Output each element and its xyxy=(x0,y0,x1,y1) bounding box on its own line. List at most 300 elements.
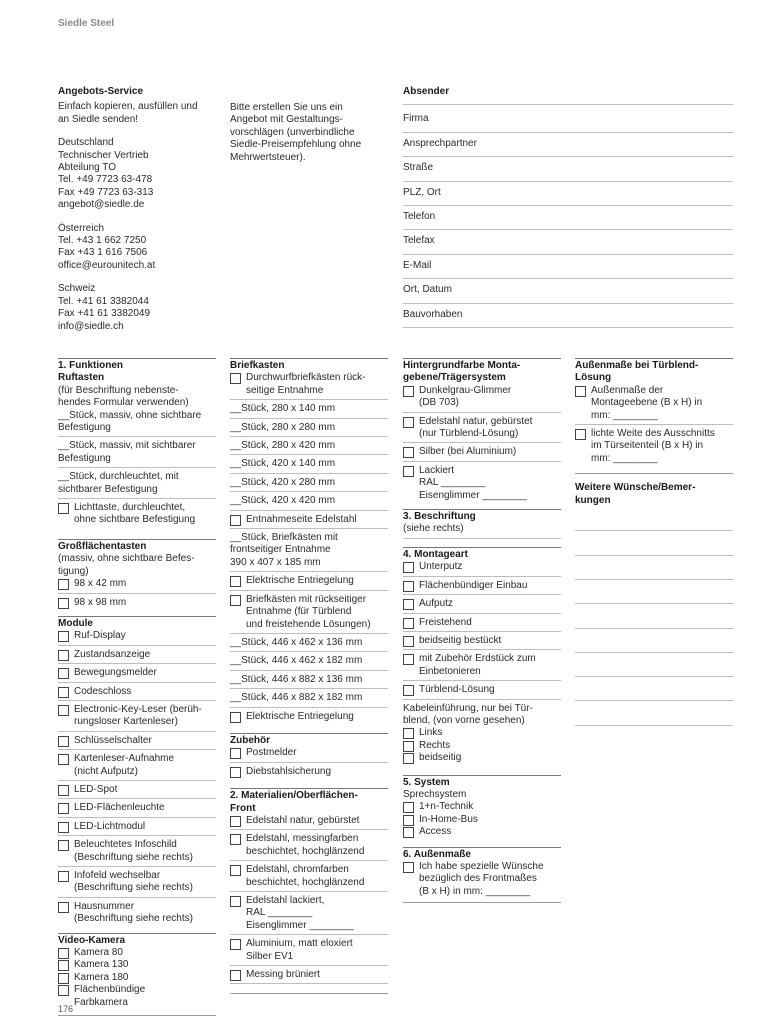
checkbox[interactable] xyxy=(230,816,241,827)
montageart-title: 4. Montageart xyxy=(403,548,469,560)
material-option-label xyxy=(246,864,388,889)
checkbox-label-line: Access xyxy=(419,826,452,838)
checkbox-label-line: (Beschriftung siehe rechts) xyxy=(74,882,193,894)
notes-line[interactable] xyxy=(575,580,733,604)
material-option-label xyxy=(246,938,388,963)
absender-field[interactable] xyxy=(403,182,733,206)
hintergrund-option-label xyxy=(419,416,561,441)
checkbox[interactable] xyxy=(403,447,414,458)
notes-line[interactable] xyxy=(575,604,733,628)
checkbox[interactable] xyxy=(58,902,69,913)
hintergrund-title-line: Hintergrundfarbe Monta- xyxy=(403,360,521,371)
checkbox[interactable] xyxy=(58,960,69,971)
zubehoer-option[interactable] xyxy=(230,747,388,762)
checkbox-label-line: beschichtet, hochglänzend xyxy=(246,876,365,888)
montage-option-label xyxy=(419,598,561,610)
checkbox[interactable] xyxy=(403,599,414,610)
checkbox[interactable] xyxy=(58,973,69,984)
rueckseitig-option-label xyxy=(246,594,388,631)
checkbox[interactable] xyxy=(58,822,69,833)
absender-field[interactable] xyxy=(403,157,733,181)
checkbox[interactable] xyxy=(58,840,69,851)
briefkasten-size-line: __Stück, 280 x 420 mm xyxy=(230,440,336,452)
column-2 xyxy=(230,358,388,994)
column-1 xyxy=(58,358,216,1016)
checkbox-label-line: Briefkästen mit rückseitiger xyxy=(246,593,367,605)
absender-field-label: PLZ, Ort xyxy=(403,186,441,198)
checkbox-label-line: Messing brüniert xyxy=(246,969,320,981)
notes-line[interactable] xyxy=(575,531,733,555)
checkbox-label-line: (Beschriftung siehe rechts) xyxy=(74,913,193,925)
montage-option[interactable] xyxy=(403,561,561,576)
absender-field[interactable] xyxy=(403,206,733,230)
request-line: Bitte erstellen Sie uns ein xyxy=(230,102,343,113)
module-option[interactable] xyxy=(58,735,216,750)
system-option-label xyxy=(419,814,561,826)
briefkasten-size-line: __Stück, 280 x 140 mm xyxy=(230,403,336,415)
checkbox[interactable] xyxy=(58,668,69,679)
checkbox-label-line: beschichtet, hochglänzend xyxy=(246,845,365,857)
checkbox[interactable] xyxy=(230,767,241,778)
entriegelung-option-label xyxy=(246,711,388,723)
absender-field-label: E-Mail xyxy=(403,259,432,271)
tuerblend-title-line: Außenmaße bei Türblend- xyxy=(575,360,699,371)
checkbox-label-line: Edelstahl natur, gebürstet xyxy=(419,415,533,427)
grossflaechen-option-label xyxy=(74,597,216,609)
kamera-option-label xyxy=(74,972,216,984)
kamera-option[interactable] xyxy=(58,947,216,959)
briefkasten-size-line: __Stück, 280 x 280 mm xyxy=(230,421,336,433)
module-option[interactable] xyxy=(58,901,216,926)
hintergrund-option[interactable] xyxy=(403,416,561,444)
module-option[interactable] xyxy=(58,704,216,732)
checkbox-label-line: Codeschloss xyxy=(74,685,132,697)
kabel-option-label xyxy=(419,752,561,764)
module-option-label xyxy=(74,802,216,814)
montage-option[interactable] xyxy=(403,635,561,650)
absender-field-label: Firma xyxy=(403,113,429,125)
checkbox-label-line: Durchwurfbriefkästen rück- xyxy=(246,372,366,384)
montage-option[interactable] xyxy=(403,684,561,699)
montage-option-label xyxy=(419,653,561,678)
contact-line: Tel. +43 1 662 7250 xyxy=(58,235,147,247)
checkbox[interactable] xyxy=(403,581,414,592)
checkbox-label-line: Lackiert xyxy=(419,464,455,476)
checkbox[interactable] xyxy=(58,687,69,698)
checkbox[interactable] xyxy=(58,579,69,590)
module-option-label xyxy=(74,630,216,642)
module-option[interactable] xyxy=(58,686,216,701)
contact-germany xyxy=(58,137,223,211)
contact-line: info@siedle.ch xyxy=(58,320,124,332)
tuerblend-title-line: Lösung xyxy=(575,372,612,384)
durchwurf-option[interactable] xyxy=(230,372,388,400)
checkbox[interactable] xyxy=(230,865,241,876)
module-option[interactable] xyxy=(58,753,216,781)
checkbox-label-line: (nicht Aufputz) xyxy=(74,765,138,777)
module-option[interactable] xyxy=(58,839,216,867)
contact-line: Abteilung TO xyxy=(58,162,117,174)
kabel-option[interactable] xyxy=(403,740,561,752)
absender-form xyxy=(403,86,733,328)
checkbox-label-line: Dunkelgrau-Glimmer xyxy=(419,384,512,396)
checkbox[interactable] xyxy=(230,748,241,759)
checkbox-label-line: RAL ________ xyxy=(419,477,486,489)
checkbox-label-line: Türblend-Lösung xyxy=(419,684,495,696)
grossflaechen-option-label xyxy=(74,578,216,590)
module-option[interactable] xyxy=(58,821,216,836)
checkbox[interactable] xyxy=(58,705,69,716)
contact-austria xyxy=(58,223,223,273)
checkbox[interactable] xyxy=(403,728,414,739)
checkbox-label-line: RAL ________ xyxy=(246,907,313,919)
durchwurf-option-label xyxy=(246,372,388,397)
module-option-label xyxy=(74,753,216,778)
material-option-label xyxy=(246,969,388,981)
kabel-option[interactable] xyxy=(403,727,561,739)
briefkasten-size-line: __Stück, 446 x 882 x 136 mm xyxy=(230,673,363,685)
checkbox[interactable] xyxy=(230,939,241,950)
zubehoer-option-label xyxy=(246,766,388,778)
checkbox-label-line: Eisenglimmer ________ xyxy=(246,919,354,931)
absender-field[interactable] xyxy=(403,108,733,132)
absender-field[interactable] xyxy=(403,304,733,328)
checkbox[interactable] xyxy=(403,753,414,764)
montage-option[interactable] xyxy=(403,580,561,595)
checkbox[interactable] xyxy=(403,466,414,477)
ruftasten-title: Ruftasten xyxy=(58,372,105,384)
checkbox[interactable] xyxy=(230,595,241,606)
notes-line[interactable] xyxy=(575,677,733,701)
ruftasten-option[interactable] xyxy=(58,471,216,499)
absender-field[interactable] xyxy=(403,133,733,157)
checkbox-label-line: Aufputz xyxy=(419,598,453,610)
checkbox[interactable] xyxy=(58,650,69,661)
checkbox-label-line: Ruf-Display xyxy=(74,630,126,642)
kabel-option-label xyxy=(419,727,561,739)
ruftasten-note: (für Beschriftung nebenste- xyxy=(58,384,179,396)
checkbox[interactable] xyxy=(230,970,241,981)
frontmass-option[interactable] xyxy=(403,861,561,898)
montage-option-label xyxy=(419,617,561,629)
material-option[interactable] xyxy=(230,815,388,830)
ruftasten-option-line: __Stück, massiv, mit sichtbarer xyxy=(58,440,196,452)
checkbox[interactable] xyxy=(230,896,241,907)
system-option-label xyxy=(419,826,561,838)
notes-line[interactable] xyxy=(575,629,733,653)
checkbox-label-line: Edelstahl lackiert, xyxy=(246,895,325,906)
tuerblend-option[interactable] xyxy=(575,385,733,425)
checkbox[interactable] xyxy=(58,985,69,996)
montage-option[interactable] xyxy=(403,598,561,613)
checkbox[interactable] xyxy=(58,785,69,796)
checkbox[interactable] xyxy=(403,741,414,752)
checkbox[interactable] xyxy=(575,386,586,397)
checkbox[interactable] xyxy=(575,429,586,440)
zubehoer-option-label xyxy=(246,747,388,759)
system-option[interactable] xyxy=(403,814,561,826)
grossflaechen-note: tigung) xyxy=(58,565,89,577)
absender-field[interactable] xyxy=(403,255,733,279)
absender-field-label: Ort, Datum xyxy=(403,284,452,296)
hintergrund-option[interactable] xyxy=(403,446,561,461)
kabel-option[interactable] xyxy=(403,752,561,764)
checkbox[interactable] xyxy=(230,515,241,526)
checkbox-label-line: 98 x 98 mm xyxy=(74,596,127,608)
checkbox-label-line: Infofeld wechselbar xyxy=(74,870,161,881)
checkbox-label-line: Rechts xyxy=(419,739,451,751)
briefkasten-size[interactable] xyxy=(230,692,388,707)
briefkasten-size-line: __Stück, 420 x 140 mm xyxy=(230,458,336,470)
frontseitig-option[interactable] xyxy=(230,532,388,572)
hintergrund-option[interactable] xyxy=(403,385,561,413)
grossflaechen-option[interactable] xyxy=(58,597,216,609)
checkbox-label-line: 1+n-Technik xyxy=(419,801,474,813)
briefkasten-size[interactable] xyxy=(230,440,388,455)
checkbox-label-line: Hausnummer xyxy=(74,900,135,912)
weitere-wuensche-title xyxy=(575,482,733,507)
aussenmasse-title: 6. Außenmaße xyxy=(403,848,471,860)
checkbox[interactable] xyxy=(58,754,69,765)
checkbox-label-line: beidseitig bestückt xyxy=(419,634,502,646)
checkbox[interactable] xyxy=(403,802,414,813)
module-option-label xyxy=(74,870,216,895)
montage-option-label xyxy=(419,635,561,647)
absender-field-label: Straße xyxy=(403,162,434,174)
checkbox[interactable] xyxy=(403,862,414,873)
absender-field-label: Bauvorhaben xyxy=(403,308,463,320)
briefkasten-size[interactable] xyxy=(230,422,388,437)
service-request-text xyxy=(230,102,390,164)
module-option-label xyxy=(74,821,216,833)
checkbox[interactable] xyxy=(403,827,414,838)
checkbox[interactable] xyxy=(403,562,414,573)
request-line: Angebot mit Gestaltungs- xyxy=(230,114,343,126)
contact-line: angebot@siedle.de xyxy=(58,199,145,211)
contact-line: Tel. +41 61 3382044 xyxy=(58,295,149,307)
funktionen-title: 1. Funktionen xyxy=(58,360,123,371)
checkbox[interactable] xyxy=(58,803,69,814)
montage-option-label xyxy=(419,684,561,696)
material-option[interactable] xyxy=(230,969,388,984)
ruftasten-option-line: __Stück, massiv, ohne sichtbare xyxy=(58,409,202,421)
checkbox-label-line: LED-Flächenleuchte xyxy=(74,802,165,814)
checkbox[interactable] xyxy=(230,712,241,723)
ruftasten-option-line: __Stück, durchleuchtet, mit xyxy=(58,471,179,483)
service-block xyxy=(58,86,223,333)
checkbox[interactable] xyxy=(403,685,414,696)
service-intro xyxy=(58,101,223,126)
checkbox-label-line: LED-Spot xyxy=(74,783,118,795)
checkbox[interactable] xyxy=(403,636,414,647)
module-option-label xyxy=(74,667,216,679)
grossflaechen-option[interactable] xyxy=(58,578,216,593)
montage-option-label xyxy=(419,580,561,592)
briefkasten-size[interactable] xyxy=(230,637,388,652)
request-line: Mehrwertsteuer). xyxy=(230,151,306,163)
material-option-label xyxy=(246,895,388,932)
hintergrund-option[interactable] xyxy=(403,465,561,502)
hintergrundfarbe-title xyxy=(403,360,561,385)
kamera-option[interactable] xyxy=(58,959,216,971)
checkbox-label-line: Einbetonieren xyxy=(419,665,481,677)
sprechsystem-label: Sprechsystem xyxy=(403,788,467,800)
ruftasten-option[interactable] xyxy=(58,410,216,438)
module-option[interactable] xyxy=(58,649,216,664)
absender-field[interactable] xyxy=(403,230,733,254)
system-option-label xyxy=(419,801,561,813)
beschriftung-note: (siehe rechts) xyxy=(403,523,561,538)
request-line: Siedle-Preisempfehlung ohne xyxy=(230,139,362,151)
checkbox[interactable] xyxy=(403,654,414,665)
contact-line: Tel. +49 7723 63-478 xyxy=(58,174,153,186)
material-option[interactable] xyxy=(230,895,388,935)
checkbox[interactable] xyxy=(403,815,414,826)
entnahmeseite-option[interactable] xyxy=(230,514,388,529)
checkbox[interactable] xyxy=(58,631,69,642)
lichttaste-option-label xyxy=(74,502,216,527)
briefkasten-size[interactable] xyxy=(230,458,388,473)
contact-switzerland xyxy=(58,283,223,333)
contact-line: office@eurounitech.at xyxy=(58,259,156,271)
frontmass-option-label xyxy=(419,861,561,898)
checkbox-label-line: seitige Entnahme xyxy=(246,384,324,396)
checkbox[interactable] xyxy=(58,736,69,747)
briefkasten-size-line: __Stück, 420 x 280 mm xyxy=(230,476,336,488)
briefkasten-size[interactable] xyxy=(230,403,388,418)
module-option[interactable] xyxy=(58,802,216,817)
module-option[interactable] xyxy=(58,667,216,682)
briefkasten-size-line: __Stück, 446 x 462 x 136 mm xyxy=(230,636,363,648)
checkbox-label-line: Kamera 180 xyxy=(74,971,129,983)
request-line: vorschlägen (unverbindliche xyxy=(230,126,355,138)
material-option-label xyxy=(246,815,388,827)
entriegelung-option[interactable] xyxy=(230,711,388,723)
checkbox-label-line: Unterputz xyxy=(419,561,463,573)
module-option[interactable] xyxy=(58,870,216,898)
module-option[interactable] xyxy=(58,784,216,799)
brand-header: Siedle Steel xyxy=(58,18,115,29)
checkbox-label-line: Edelstahl natur, gebürstet xyxy=(246,814,360,826)
briefkasten-size-line: __Stück, 420 x 420 mm xyxy=(230,495,336,507)
absender-field-label: Ansprechpartner xyxy=(403,137,477,149)
module-option-label xyxy=(74,839,216,864)
checkbox[interactable] xyxy=(403,618,414,629)
checkbox-label-line: (nur Türblend-Lösung) xyxy=(419,428,519,440)
entriegelung-option[interactable] xyxy=(230,575,388,590)
checkbox[interactable] xyxy=(230,576,241,587)
system-option[interactable] xyxy=(403,826,561,838)
checkbox-label-line: Farbkamera xyxy=(74,996,128,1008)
absender-field[interactable] xyxy=(403,279,733,303)
module-title: Module xyxy=(58,617,93,629)
contact-line: Österreich xyxy=(58,222,105,234)
checkbox-label-line: Links xyxy=(419,727,443,739)
checkbox[interactable] xyxy=(58,871,69,882)
checkbox-label-line: lichte Weite des Ausschnitts xyxy=(591,428,715,440)
checkbox-label-line: Silber (bei Aluminium) xyxy=(419,446,517,458)
checkbox-label-line: Bewegungsmelder xyxy=(74,667,157,679)
contact-line: Technischer Vertrieb xyxy=(58,149,149,161)
module-option-label xyxy=(74,901,216,926)
briefkasten-size[interactable] xyxy=(230,477,388,492)
notes-line[interactable] xyxy=(575,507,733,531)
checkbox-label-line: und freistehende Lösungen) xyxy=(246,618,371,630)
rueckseitig-option[interactable] xyxy=(230,594,388,634)
montage-option[interactable] xyxy=(403,653,561,681)
briefkasten-size[interactable] xyxy=(230,655,388,670)
tuerblend-option[interactable] xyxy=(575,428,733,465)
checkbox[interactable] xyxy=(403,386,414,397)
checkbox[interactable] xyxy=(58,503,69,514)
checkbox-label-line: Flächenbündiger Einbau xyxy=(419,579,528,591)
ruftasten-note: hendes Formular verwenden) xyxy=(58,397,189,409)
frontseitig-option-line: __Stück, Briefkästen mit xyxy=(230,532,338,544)
kamera-option[interactable] xyxy=(58,984,216,1009)
material-option[interactable] xyxy=(230,833,388,861)
checkbox-label-line: bezüglich des Frontmaßes xyxy=(419,873,537,885)
material-option[interactable] xyxy=(230,864,388,892)
lichttaste-option[interactable] xyxy=(58,502,216,527)
tuerblend-option-label xyxy=(591,428,733,465)
checkbox-label-line: Flächenbündige xyxy=(74,984,146,996)
notes-line[interactable] xyxy=(575,701,733,725)
ruftasten-option[interactable] xyxy=(58,440,216,468)
checkbox-label-line: Außenmaße der xyxy=(591,384,664,396)
checkbox[interactable] xyxy=(230,834,241,845)
video-title: Video-Kamera xyxy=(58,934,126,946)
checkbox-label-line: Entnahmeseite Edelstahl xyxy=(246,513,357,525)
frontseitig-option-line: 390 x 407 x 185 mm xyxy=(230,556,321,568)
checkbox-label-line: Edelstahl, messingfarben xyxy=(246,833,359,845)
zubehoer-title: Zubehör xyxy=(230,734,270,746)
absender-field-label: Telefax xyxy=(403,235,435,247)
notes-line[interactable] xyxy=(575,653,733,677)
notes-line[interactable] xyxy=(575,556,733,580)
system-option[interactable] xyxy=(403,801,561,813)
contact-line: Fax +41 61 3382049 xyxy=(58,308,151,320)
checkbox-label-line: mm: ________ xyxy=(591,409,658,421)
module-option-label xyxy=(74,686,216,698)
kamera-option[interactable] xyxy=(58,972,216,984)
kabel-option-label xyxy=(419,740,561,752)
service-intro-line: Einfach kopieren, ausfüllen und xyxy=(58,101,198,113)
column-3 xyxy=(403,358,561,903)
checkbox-label-line: Diebstahlsicherung xyxy=(246,765,332,777)
page-number: 176 xyxy=(58,1004,74,1014)
briefkasten-size-line: __Stück, 446 x 462 x 182 mm xyxy=(230,655,363,667)
montage-option[interactable] xyxy=(403,617,561,632)
zubehoer-option[interactable] xyxy=(230,766,388,778)
checkbox-label-line: Ich habe spezielle Wünsche xyxy=(419,861,544,872)
checkbox[interactable] xyxy=(58,948,69,959)
module-option-label xyxy=(74,704,216,729)
module-option[interactable] xyxy=(58,630,216,645)
checkbox-label-line: Kamera 130 xyxy=(74,959,129,971)
material-option[interactable] xyxy=(230,938,388,966)
kabeleinfuehrung-label: Kabeleinführung, nur bei Tür- xyxy=(403,702,533,714)
checkbox-label-line: beidseitig xyxy=(419,752,462,764)
checkbox[interactable] xyxy=(58,598,69,609)
checkbox[interactable] xyxy=(230,373,241,384)
briefkasten-size[interactable] xyxy=(230,674,388,689)
system-title: 5. System xyxy=(403,776,450,788)
column-4 xyxy=(575,358,733,726)
briefkasten-size[interactable] xyxy=(230,495,388,510)
checkbox-label-line: mit Zubehör Erdstück zum xyxy=(419,653,536,665)
checkbox-label-line: Postmelder xyxy=(246,747,297,759)
checkbox[interactable] xyxy=(403,417,414,428)
